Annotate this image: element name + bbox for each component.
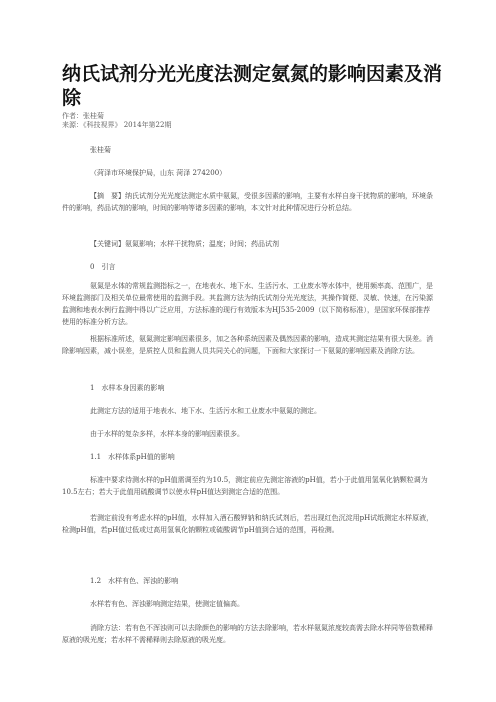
source-name: 《科技视界》 2014年第22期 bbox=[83, 121, 172, 129]
section-1-heading: 1 水样本身因素的影响 bbox=[90, 384, 165, 392]
section-1-1-paragraph-2: 若测定前没有考虑水样的pH值，水样加入酒石酸钾钠和纳氏试剂后，若出现红色沉淀用pH试纸测定水样原液，检测pH值，若pH值过低或过高用氢氧化钠颗粒或硫酸调节pH值到合适的范围，再检测。 bbox=[62, 514, 434, 534]
source-label: 来源： bbox=[62, 121, 83, 129]
author-label: 作者： bbox=[62, 112, 83, 120]
abstract: 【摘 要】纳氏试剂分光光度法测定水质中氨氮，受很多因素的影响，主要有水样自身干扰物质的影响，环境条件的影响，药品试剂的影响，时间的影响等诸多因素的影响，本文针对此种情况进行分析总结。 bbox=[62, 192, 433, 212]
section-1-2-heading: 1.2 水样有色、浑浊的影响 bbox=[90, 577, 179, 585]
author-meta bbox=[62, 112, 104, 121]
intro-paragraph-2: 根据标准所述，氨氮测定影响因素很多，加之各种系统因素及偶然因素的影响，造成其测定结果有很大误差。消除影响因素，减小误差，是质控人员和监测人员共同关心的问题，下面和大家探讨一下氨氮的影响因素及消除方法。 bbox=[62, 335, 433, 355]
affiliation: （菏泽市环境保护局，山东 菏泽 274200） bbox=[90, 169, 227, 177]
page-title: 纳氏试剂分光光度法测定氨氮的影响因素及消除 bbox=[62, 63, 443, 109]
keywords: 【关键词】氨氮影响；水样干扰物质；温度；时间；药品试剂 bbox=[90, 240, 279, 248]
section-1-paragraph-1: 此测定方法的适用于地表水、地下水、生活污水和工业废水中氨氮的测定。 bbox=[90, 407, 321, 415]
section-0-heading: 0 引言 bbox=[90, 263, 116, 271]
author-name: 张桂菊 bbox=[83, 112, 104, 120]
section-1-1-paragraph-1: 标准中要求待测水样的pH值需调至约为10.5，测定前应先测定溶液的pH值，若小于此值用氢氧化钠颗粒调为10.5左右；若大于此值用硫酸调节以使水样pH值达到测定合适的范围。 bbox=[62, 476, 428, 496]
section-1-2-paragraph-2: 消除方法：若有色不浑浊则可以去除颜色的影响的方法去除影响，若水样氨氮浓度较高需去除水样同等倍数稀释原液的吸光度；若水样不需稀释则去除原液的吸光度。 bbox=[62, 624, 433, 644]
author-line: 张桂菊 bbox=[90, 146, 111, 154]
intro-paragraph-1: 氨氮是水体的常规监测指标之一，在地表水、地下水、生活污水、工业废水等水体中，使用频率高、范围广，是环境监测部门及相关单位最常使用的监测手段。其监测方法为纳氏试剂分光光度法，其操作简便、灵敏、快速，在污染源监测和地表水例行监测中得以广泛应用，方法标准的现行有效版本为HJ535-2009（以下简称标准），是国家环保部推荐使用的标准分析方法。 bbox=[62, 282, 433, 326]
section-1-paragraph-2: 由于水样的复杂多样，水样本身的影响因素很多。 bbox=[90, 430, 244, 438]
section-1-1-heading: 1.1 水样体系pH值的影响 bbox=[90, 453, 175, 461]
source-meta bbox=[62, 121, 171, 130]
section-1-2-paragraph-1: 水样若有色、浑浊影响测定结果，使测定值偏高。 bbox=[90, 600, 244, 608]
